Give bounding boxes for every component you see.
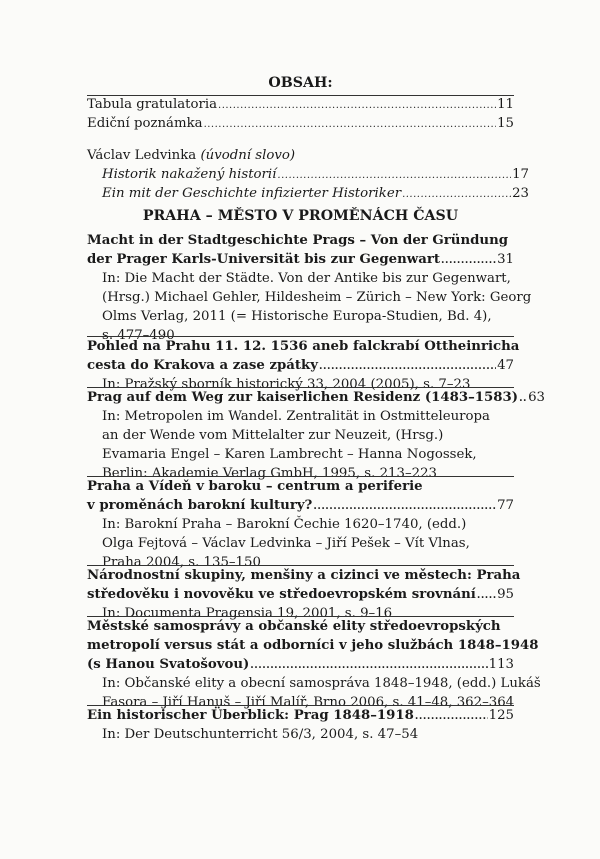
toc-row-front-2[interactable]	[87, 115, 514, 135]
entry-rule	[87, 387, 514, 388]
intro-author-line	[87, 147, 514, 166]
section-title: PRAHA – MĚSTO V PROMĚNÁCH ČASU	[142, 208, 459, 224]
toc-row-label: Tabula gratulatoria	[87, 97, 218, 112]
dot-leader	[277, 166, 511, 186]
toc-row-label: středověku i novověku ve středoevropském srovnání	[87, 587, 476, 602]
toc-row-entry-7[interactable]	[87, 707, 514, 727]
entry-title-line: Městské samosprávy a občanské elity středoevropských	[87, 619, 501, 634]
toc-row-entry-3[interactable]	[87, 389, 545, 409]
dot-leader	[415, 707, 488, 727]
entry-source-line: In: Barokní Praha – Barokní Čechie 1620–1740, (edd.)	[102, 517, 467, 532]
entry-source-line: Olms Verlag, 2011 (= Historische Europa-Studien, Bd. 4),	[102, 309, 492, 324]
dot-leader	[519, 389, 527, 409]
toc-row-label: cesta do Krakova a zase zpátky	[87, 358, 318, 373]
dot-leader	[218, 96, 496, 116]
entry-source-line: In: Metropolen im Wandel. Zentralität in Ostmitteleuropa	[102, 409, 490, 424]
toc-row-label: v proměnách barokní kultury?	[87, 498, 313, 513]
entry-source-line: In: Documenta Pragensia 19, 2001, s. 9–16	[102, 606, 393, 621]
toc-row-page: 23	[512, 186, 529, 201]
entry-source-line: Fasora – Jiří Hanuš – Jiří Malíř, Brno 2006, s. 41–48, 362–364	[102, 695, 515, 710]
entry-source-line: s. 477–490	[102, 328, 175, 343]
toc-row-entry-5[interactable]	[87, 586, 514, 606]
entry-source-line: Berlin: Akademie Verlag GmbH, 1995, s. 213–223	[102, 466, 437, 481]
toc-row-page: 11	[497, 97, 514, 112]
toc-row-entry-1[interactable]	[87, 251, 514, 271]
toc-row-page: 125	[488, 708, 514, 723]
entry-source-line: Olga Fejtová – Václav Ledvinka – Jiří Pešek – Vít Vlnas,	[102, 536, 470, 551]
entry-title-line: Pohled na Prahu 11. 12. 1536 aneb falckrabí Ottheinricha	[87, 339, 520, 354]
entry-source-line: In: Občanské elity a obecní samospráva 1848–1948, (edd.) Lukáš	[102, 676, 541, 691]
dot-leader	[402, 185, 511, 205]
toc-row-page: 95	[497, 587, 514, 602]
entry-rule	[87, 336, 514, 337]
toc-row-entry-6[interactable]	[87, 656, 514, 676]
entry-source-line: In: Pražský sborník historický 33, 2004 (2005), s. 7–23	[102, 377, 471, 392]
entry-source-line: an der Wende vom Mittelalter zur Neuzeit, (Hrsg.)	[102, 428, 444, 443]
intro-author: Václav Ledvinka	[87, 148, 197, 163]
toc-row-label: (s Hanou Svatošovou)	[87, 657, 250, 672]
entry-source-line: Praha 2004, s. 135–150	[102, 555, 261, 570]
entry-title-line: Macht in der Stadtgeschichte Prags – Von der Gründung	[87, 233, 509, 248]
entry-rule	[87, 705, 514, 706]
toc-row-page: 113	[488, 657, 514, 672]
entry-source-line: Evamaria Engel – Karen Lambrecht – Hanna Nogossek,	[102, 447, 477, 462]
dot-leader	[313, 497, 496, 517]
toc-row-label: Ein mit der Geschichte infizierter Historiker	[102, 186, 402, 201]
entry-title-line: Praha a Vídeň v baroku – centrum a periferie	[87, 479, 423, 494]
dot-leader	[319, 357, 496, 377]
dot-leader	[441, 251, 496, 271]
toc-row-label: Ein historischer Überblick: Prag 1848–1918	[87, 708, 414, 723]
entry-rule	[87, 616, 514, 617]
entry-source-line: In: Der Deutschunterricht 56/3, 2004, s. 47–54	[102, 727, 419, 742]
entry-source-line: In: Die Macht der Städte. Von der Antike bis zur Gegenwart,	[102, 271, 511, 286]
entry-rule	[87, 565, 514, 566]
toc-row-label: der Prager Karls-Universität bis zur Gegenwart	[87, 252, 440, 267]
dot-leader	[250, 656, 487, 676]
toc-row-page: 47	[497, 358, 514, 373]
toc-row-intro-1[interactable]	[87, 166, 529, 186]
dot-leader	[477, 586, 496, 606]
toc-title: OBSAH:	[268, 75, 333, 91]
entry-title-line: Národnostní skupiny, menšiny a cizinci ve městech: Praha	[87, 568, 521, 583]
toc-row-page: 63	[528, 390, 545, 405]
dot-leader	[204, 115, 497, 135]
toc-row-page: 77	[497, 498, 514, 513]
toc-row-front-1[interactable]	[87, 96, 514, 116]
toc-row-entry-2[interactable]	[87, 357, 514, 377]
toc-row-page: 31	[497, 252, 514, 267]
toc-row-entry-4[interactable]	[87, 497, 514, 517]
toc-row-page: 15	[497, 116, 514, 131]
entry-title-line: metropolí versus stát a odborníci v jeho službách 1848–1948	[87, 638, 539, 653]
entry-source-line: (Hrsg.) Michael Gehler, Hildesheim – Zürich – New York: Georg	[102, 290, 532, 305]
toc-row-page: 17	[512, 167, 529, 182]
toc-row-label: Prag auf dem Weg zur kaiserlichen Residenz (1483–1583)	[87, 390, 519, 405]
toc-row-label: Ediční poznámka	[87, 116, 203, 131]
toc-row-label: Historik nakažený historií	[102, 167, 277, 182]
toc-row-intro-2[interactable]	[87, 185, 529, 205]
entry-rule	[87, 476, 514, 477]
intro-note: (úvodní slovo)	[200, 148, 296, 163]
